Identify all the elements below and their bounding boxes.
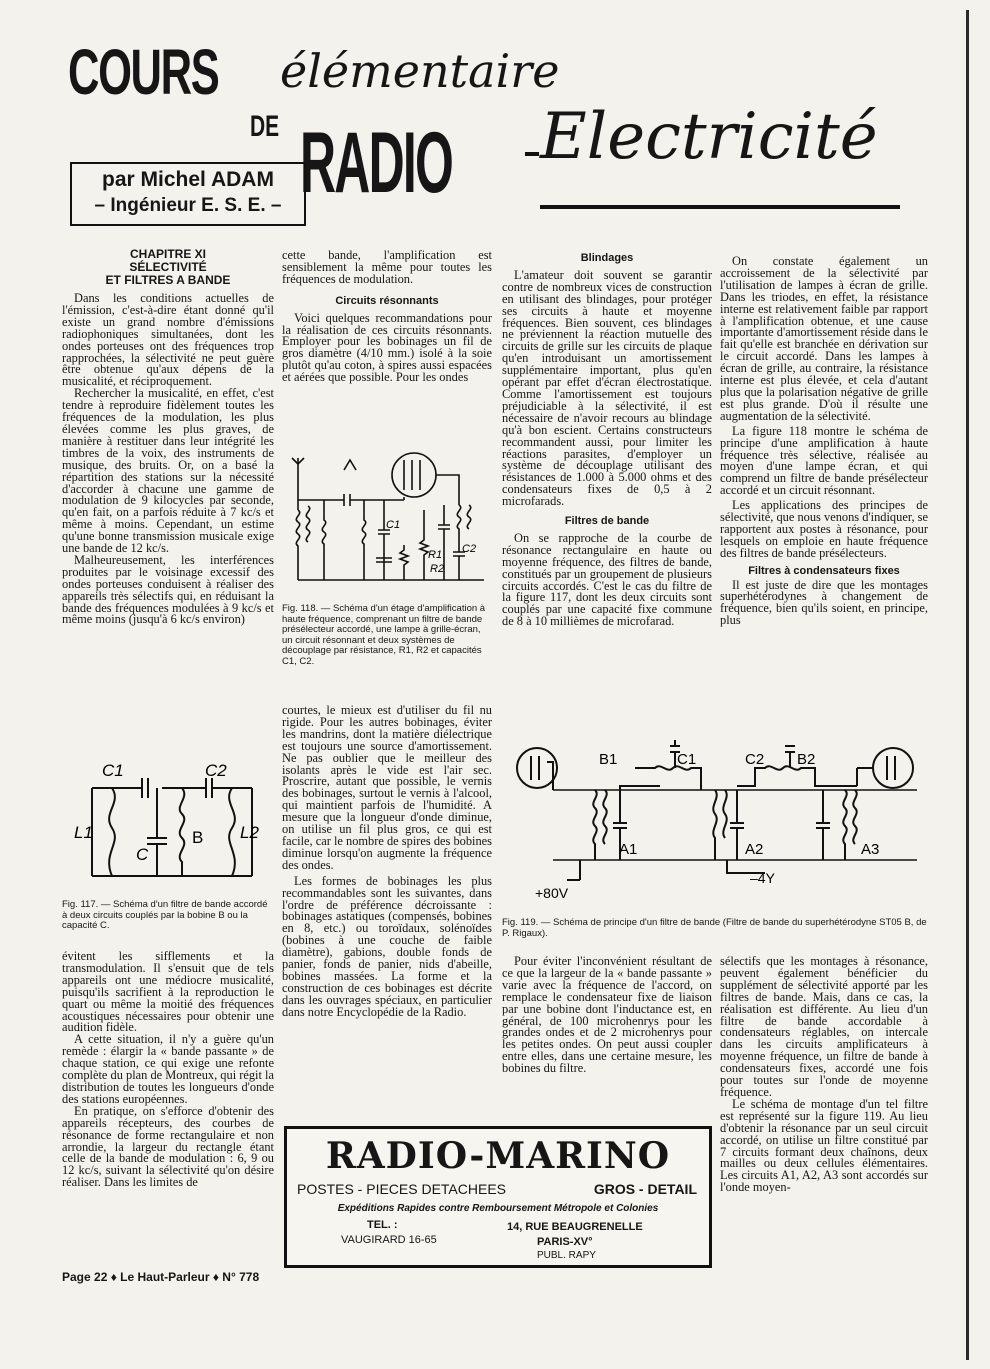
paragraph: On constate également un accroissement de la sélectivité par l'utilisation de lampes à écran de grille. Dans les triodes, en effet, la résistance interne est relativement faible par rapport à l'amplification obtenue, et une cause importante d'amortissement réside dans le fait qu'elle est branchée en dérivation sur le circuit accordé. Dans les lampes à écran de grille, au contraire, la résistance interne est plus élevée, et cela d'autant plus que la polarisation négative de grille est plus grande. D'où il résulte une augmentation de la sélectivité. (720, 254, 928, 423)
paragraph: La figure 118 montre le schéma de principe d'une amplification à haute fréquence très sélective, réalisée au moyen d'une lampe écran, et qui comprend un filtre de bande présélecteur accordé et un circuit résonnant. (720, 423, 928, 498)
fig117-label-c1: C1 (102, 761, 124, 780)
fig119-label-a2: A2 (745, 841, 764, 858)
ad-address-street: 14, RUE BEAUGRENELLE (507, 1221, 643, 1233)
title-dash (525, 152, 539, 156)
paragraph: L'amateur doit souvent se garantir contre de nombreux vices de construction en utilisant des blindages, pour protéger ses circuits à haute et moyenne fréquences. Bien souvent, ces blindages ne préviennent la réaction mutuelle des circuits de grille sur les circuits de plaque qu'en introduisant un amortissement supplémentaire important, plus qu'en opérant par effet d'écran électrostatique. Comme l'amortissement est toujours préjudiciable à la sélectivité, il est nécessaire de n'avoir recours au blindage qu'à bon escient. Certains constructeurs recommandent aussi, pour limiter les réactions parasites, d'employer un système de découplage utilisant des résistances de 1.000 à 5.000 ohms et des condensateurs fixes de 0,5 à 2 microfarads. (502, 267, 712, 509)
section-heading: Blindages (580, 252, 634, 264)
page-footer: Page 22 ♦ Le Haut-Parleur ♦ N° 778 (62, 1270, 260, 1284)
fig119-caption: Fig. 119. — Schéma de principe d'un filtre de bande (Filtre de bande du superhétérodyne ST05 B, de P. Rigaux). (502, 917, 927, 939)
paragraph: Dans les conditions actuelles de l'émission, c'est-à-dire étant donné qu'il existe un grand nombre d'émissions radiophoniques simultanées, dont les ondes porteuses ont des fréquences trop rapprochées, la sélectivité ne peut guère être obtenue qu'aux dépens de la musicalité, et réciproquement. (62, 291, 274, 389)
fig118-label-c1: C1 (386, 519, 401, 531)
fig117-label-l2: L2 (240, 823, 259, 842)
section-heading: Circuits résonnants (335, 294, 439, 307)
right-margin-rule (966, 10, 969, 1360)
ad-brand-name: RADIO-MARINO (325, 1135, 671, 1177)
fig118-caption: Fig. 118. — Schéma d'un étage d'amplification à haute fréquence, comprenant un filtre de bande présélecteur accordé, une lampe à grille-écran, un circuit résonnant et deux systèmes de découplage par résistance, R1, R2 et capacités C1, C2. (282, 603, 486, 667)
author-title: – Ingénieur E. S. E. – (94, 195, 282, 216)
title-electricite: Electricité (540, 100, 878, 174)
figure-117 (72, 758, 272, 898)
paragraph: Il est juste de dire que les montages superhétérodynes à changement de fréquence, bien qu'ils soient, en principe, plus (720, 577, 928, 628)
ad-tel-value: VAUGIRARD 16-65 (341, 1234, 437, 1246)
fig119-label-a1: A1 (619, 841, 638, 858)
masthead (62, 30, 942, 230)
paragraph: En pratique, on s'efforce d'obtenir des appareils récepteurs, des courbes de résonance de forme rectangulaire et non arrondie, la largeur du rectangle étant celle de la bande de modulation : 6, 9 ou 12 kc/s, suivant la sélectivité qu'on désire réaliser. Dans les limites de (62, 1103, 274, 1190)
fig119-label-c1: C1 (677, 751, 697, 768)
paragraph: Les formes de bobinages les plus recommandables sont les suivantes, dans l'ordre de préférence décroissante : bobinages astatiques (compensés, bobines en 8, etc.) ou toroïdaux, solénoïdes (bobines à une couche de faible diamètre), gabions, double fonds de panier, fonds de panier, nids d'abeille, bobines massées. La forme et la construction de ces bobinages est décrite dans les ouvrages spéciaux, en particulier dans notre Encyclopédie de la Radio. (282, 873, 492, 1019)
column-1 (62, 248, 274, 626)
column-4-lower (720, 956, 928, 1194)
section-heading: Filtres de bande (564, 515, 650, 528)
column-3-lower (502, 956, 712, 1075)
fig117-label-l1: L1 (74, 823, 93, 842)
fig118-label-c2: C2 (462, 543, 477, 555)
column-1-continued (62, 951, 274, 1189)
paragraph: évitent les sifflements et la transmodulation. Il s'ensuit que de tels appareils ont une médiocre musicalité, puisqu'ils sacrifient à la reproduction le quart ou même la moitié des fréquences acoustiques nécessaires pour obtenir une audition fidèle. (62, 949, 274, 1035)
fig119-label-c2: C2 (745, 751, 765, 768)
paragraph: Voici quelques recommandations pour la réalisation de ces circuits résonnants. Employer pour les bobinages un fil de gros diamètre (4/10 mm.) isolé à la soie plutôt qu'au coton, à spires aussi espacées et aérées que possible. Pour les ondes (282, 310, 492, 385)
author-name: par Michel ADAM (102, 168, 274, 191)
ad-tel-label: TEL. : (367, 1219, 398, 1231)
ad-credit: PUBL. RAPY (537, 1250, 596, 1261)
section-heading: Filtres à condensateurs fixes (748, 564, 900, 577)
ad-address-city: PARIS-XV° (537, 1236, 593, 1248)
fig117-caption: Fig. 117. — Schéma d'un filtre de bande accordé à deux circuits couplés par la bobine B ou la capacité C. (62, 899, 268, 931)
title-cours: COURS (68, 36, 219, 108)
column-2-continued (282, 705, 492, 1019)
paragraph: Rechercher la musicalité, en effet, c'est tendre à reproduire fidèlement toutes les fréquences de la modulation, les plus élevées comme les plus graves, de manière à restituer dans leur intégrité les timbres de la voix, des instruments de musique, des bruits. Or, on a basé la répartition des stations sur la nécessité d'accorder à chacune une gamme de modulation de 9 kilocycles par seconde, qu'en fait, on a parfois réduite à 7 kc/s et même à moins. Cependant, un estime qu'une bonne transmission musicale exige une bande de 12 kc/s. (62, 386, 274, 556)
fig119-label-a3: A3 (861, 841, 880, 858)
advertisement-radio-marino (284, 1126, 712, 1268)
ad-line-left: POSTES - PIECES DETACHEES (297, 1181, 507, 1197)
column-4 (720, 256, 928, 627)
figure-119 (505, 738, 925, 913)
title-de: DE (250, 110, 280, 143)
fig119-label-plus80v: +80V (535, 885, 569, 901)
paragraph: A cette situation, il n'y a guère qu'un remède : élargir la « bande passante » de chaque station, ce qui exige une refonte complète du plan de Montreux, qui régit la distribution de toutes les longueurs d'onde des stations européennes. (62, 1032, 274, 1106)
chapter-subtitle-2: ET FILTRES A BANDE (105, 273, 231, 287)
title-underline (540, 205, 900, 209)
fig118-label-r1: R1 (428, 549, 443, 561)
chapter-subtitle-1: SÉLECTIVITÉ (129, 260, 207, 274)
fig119-label-b2: B2 (797, 751, 816, 768)
author-box (70, 162, 306, 226)
fig118-label-r2: R2 (430, 563, 445, 575)
title-radio: RADIO (300, 115, 453, 211)
fig117-label-b: B (192, 828, 204, 847)
paragraph: courtes, le mieux est d'utiliser du fil nu rigide. Pour les autres bobinages, éviter les mandrins, dont la matière diélectrique est toujours une source d'amortissement. Ne pas oublier que le meilleur des isolants après le vide est l'air sec. Proscrire, autant que possible, le vernis des bobinages, surtout le vernis à l'alcool, qui maintient parfois de l'humidité. A mesure que la longueur d'onde diminue, on utilise un fil plus gros, ce qui est facile, car le nombre de spires des bobines diminue lorsqu'on augmente la fréquence des ondes. (282, 703, 492, 872)
ad-line-right: GROS - DETAIL (593, 1181, 697, 1197)
column-2 (282, 250, 492, 384)
fig119-label-b1: B1 (599, 751, 618, 768)
ad-shipping: Expéditions Rapides contre Remboursement Métropole et Colonies (337, 1203, 659, 1214)
title-elementaire: élémentaire (280, 44, 560, 98)
figure-118 (284, 450, 489, 600)
chapter-heading: CHAPITRE XI (129, 247, 206, 261)
paragraph: Pour éviter l'inconvénient résultant de ce que la largeur de la « bande passante » varie avec la fréquence de l'accord, on remplace le condensateur fixe de liaison par une bobine dont l'inductance est, en général, de 100 microhenrys pour les grandes ondes et de 2 microhenrys pour les petites ondes. On peut aussi coupler entre elles, dans une certaine mesure, les bobines du filtre. (502, 954, 712, 1076)
paragraph: On se rapproche de la courbe de résonance rectangulaire en haute ou moyenne fréquence, des filtres de bande, constitués par un groupement de plusieurs circuits accordés. C'est le cas du filtre de la figure 117, dont les deux circuits sont couplés par une capacité fixe commune de 8 à 10 millièmes de microfarad. (502, 530, 712, 629)
fig119-label-minus4y: –4Y (750, 870, 775, 886)
column-3 (502, 250, 712, 628)
paragraph: Malheureusement, les interférences produites par le voisinage excessif des ondes porteuses conduisent à réaliser des appareils très sélectifs qui, en réduisant la bande des fréquences modulées à 9 kc/s et même moins (jusqu'à 6 kc/s environ) (62, 552, 274, 627)
paragraph: cette bande, l'amplification est sensiblement la même pour toutes les fréquences de modulation. (282, 248, 492, 286)
paragraph: Les applications des principes de sélectivité, que nous venons d'indiquer, se rapportent aux postes à résonance, pour lesquels on emploie en haute fréquence des filtres de bande présélecteurs. (720, 498, 928, 560)
fig117-label-c2: C2 (205, 761, 227, 780)
paragraph: sélectifs que les montages à résonance, peuvent également bénéficier du supplément de sélectivité apporté par les filtres de bande. Mais, dans ce cas, la réalisation est différente. Au lieu d'un filtre de bande accordable à condensateurs réglables, on intercale dans les circuits amplificateurs à moyenne fréquence, un filtre de bande à condensateurs fixes, accordé une fois pour toutes sur l'onde de moyenne fréquence. (720, 954, 928, 1099)
paragraph: Le schéma de montage d'un tel filtre est représenté sur la figure 119. Au lieu d'obtenir la résonance par un seul circuit accordé, on utilise un filtre constitué par 7 circuits formant deux chaînons, deux mailles ou deux cellules élémentaires. Les circuits A1, A2, A3 sont accordés sur l'onde moyen- (720, 1096, 928, 1195)
fig117-label-c: C (136, 845, 149, 864)
